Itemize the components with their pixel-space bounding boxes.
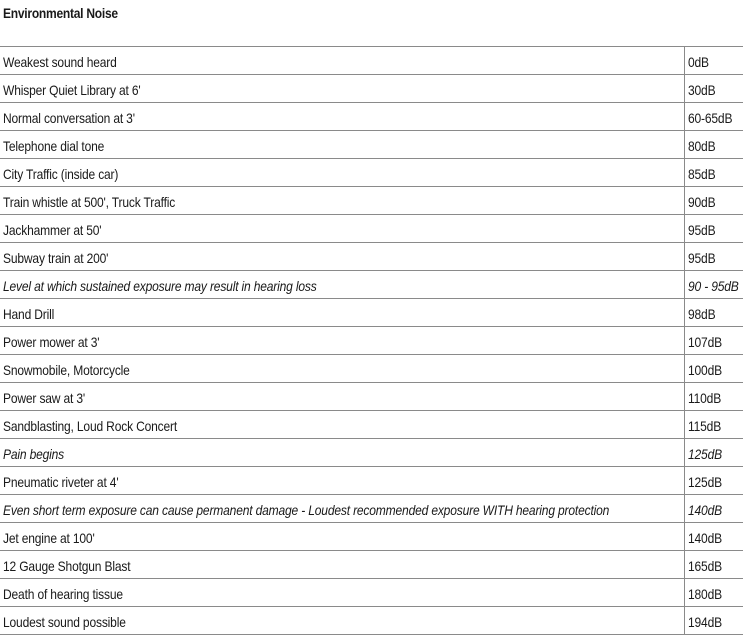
noise-source-text: Hand Drill — [3, 306, 55, 322]
table-row — [0, 243, 743, 271]
table-row — [0, 215, 743, 243]
decibel-cell — [685, 215, 743, 242]
table-row — [0, 47, 743, 75]
decibel-value: 140dB — [688, 502, 722, 518]
decibel-cell — [685, 243, 743, 270]
decibel-value: 125dB — [688, 474, 722, 490]
table-row — [0, 271, 743, 299]
table-row — [0, 131, 743, 159]
table-row — [0, 299, 743, 327]
noise-source-text: Normal conversation at 3' — [3, 110, 135, 126]
decibel-cell — [685, 327, 743, 354]
decibel-value: 0dB — [688, 54, 709, 70]
table-row — [0, 439, 743, 467]
noise-source-cell — [0, 299, 685, 326]
noise-source-cell — [0, 523, 685, 550]
decibel-value: 30dB — [688, 82, 716, 98]
noise-source-cell — [0, 579, 685, 606]
decibel-value: 85dB — [688, 166, 716, 182]
decibel-cell — [685, 607, 743, 634]
decibel-value: 194dB — [688, 614, 722, 630]
table-row — [0, 327, 743, 355]
decibel-cell — [685, 159, 743, 186]
noise-source-cell — [0, 103, 685, 130]
table-row — [0, 103, 743, 131]
noise-source-text: Snowmobile, Motorcycle — [3, 362, 130, 378]
noise-source-text: Jackhammer at 50' — [3, 222, 102, 238]
noise-source-text: Even short term exposure can cause permanent damage - Loudest recommended exposure WITH hearing protection — [3, 502, 610, 518]
decibel-value: 90dB — [688, 194, 716, 210]
noise-source-cell — [0, 495, 685, 522]
decibel-cell — [685, 411, 743, 438]
table-row — [0, 495, 743, 523]
decibel-value: 98dB — [688, 306, 716, 322]
noise-source-text: Power saw at 3' — [3, 390, 86, 406]
noise-source-cell — [0, 131, 685, 158]
table-row — [0, 355, 743, 383]
noise-source-cell — [0, 467, 685, 494]
noise-source-cell — [0, 159, 685, 186]
noise-source-text: Whisper Quiet Library at 6' — [3, 82, 141, 98]
noise-source-cell — [0, 327, 685, 354]
table-row — [0, 187, 743, 215]
decibel-cell — [685, 47, 743, 74]
decibel-cell — [685, 103, 743, 130]
decibel-cell — [685, 495, 743, 522]
decibel-cell — [685, 187, 743, 214]
noise-source-text: Telephone dial tone — [3, 138, 105, 154]
noise-source-text: Train whistle at 500', Truck Traffic — [3, 194, 176, 210]
decibel-cell — [685, 299, 743, 326]
noise-source-text: Level at which sustained exposure may result in hearing loss — [3, 278, 317, 294]
noise-source-cell — [0, 355, 685, 382]
decibel-value: 115dB — [688, 418, 722, 434]
table-row — [0, 607, 743, 635]
noise-source-cell — [0, 383, 685, 410]
table-title: Environmental Noise — [3, 5, 118, 21]
noise-source-text: Sandblasting, Loud Rock Concert — [3, 418, 178, 434]
noise-source-cell — [0, 551, 685, 578]
noise-source-cell — [0, 215, 685, 242]
decibel-cell — [685, 523, 743, 550]
noise-source-cell — [0, 47, 685, 74]
decibel-value: 107dB — [688, 334, 722, 350]
noise-source-text: Jet engine at 100' — [3, 530, 95, 546]
table-row — [0, 467, 743, 495]
table-row — [0, 411, 743, 439]
table-row — [0, 579, 743, 607]
table-row — [0, 159, 743, 187]
noise-source-cell — [0, 439, 685, 466]
decibel-value: 110dB — [688, 390, 722, 406]
decibel-cell — [685, 383, 743, 410]
table-row — [0, 523, 743, 551]
table-row — [0, 383, 743, 411]
noise-table — [0, 46, 743, 635]
noise-source-text: Pain begins — [3, 446, 65, 462]
decibel-value: 60-65dB — [688, 110, 733, 126]
decibel-cell — [685, 131, 743, 158]
decibel-cell — [685, 75, 743, 102]
noise-source-text: Subway train at 200' — [3, 250, 109, 266]
decibel-value: 165dB — [688, 558, 722, 574]
decibel-value: 125dB — [688, 446, 722, 462]
noise-source-cell — [0, 243, 685, 270]
noise-source-text: Loudest sound possible — [3, 614, 126, 630]
table-row — [0, 551, 743, 579]
noise-source-text: Death of hearing tissue — [3, 586, 123, 602]
decibel-cell — [685, 579, 743, 606]
noise-source-text: Pneumatic riveter at 4' — [3, 474, 119, 490]
noise-source-text: Power mower at 3' — [3, 334, 100, 350]
noise-source-text: 12 Gauge Shotgun Blast — [3, 558, 131, 574]
decibel-value: 140dB — [688, 530, 722, 546]
decibel-cell — [685, 551, 743, 578]
decibel-value: 95dB — [688, 250, 716, 266]
decibel-value: 100dB — [688, 362, 722, 378]
noise-source-text: Weakest sound heard — [3, 54, 117, 70]
noise-source-text: City Traffic (inside car) — [3, 166, 119, 182]
table-row — [0, 75, 743, 103]
noise-source-cell — [0, 411, 685, 438]
decibel-value: 80dB — [688, 138, 716, 154]
decibel-value: 95dB — [688, 222, 716, 238]
noise-source-cell — [0, 187, 685, 214]
decibel-cell — [685, 439, 743, 466]
decibel-value: 90 - 95dB — [688, 278, 739, 294]
decibel-cell — [685, 271, 743, 298]
decibel-cell — [685, 467, 743, 494]
decibel-value: 180dB — [688, 586, 722, 602]
decibel-cell — [685, 355, 743, 382]
noise-source-cell — [0, 607, 685, 634]
noise-source-cell — [0, 75, 685, 102]
noise-source-cell — [0, 271, 685, 298]
